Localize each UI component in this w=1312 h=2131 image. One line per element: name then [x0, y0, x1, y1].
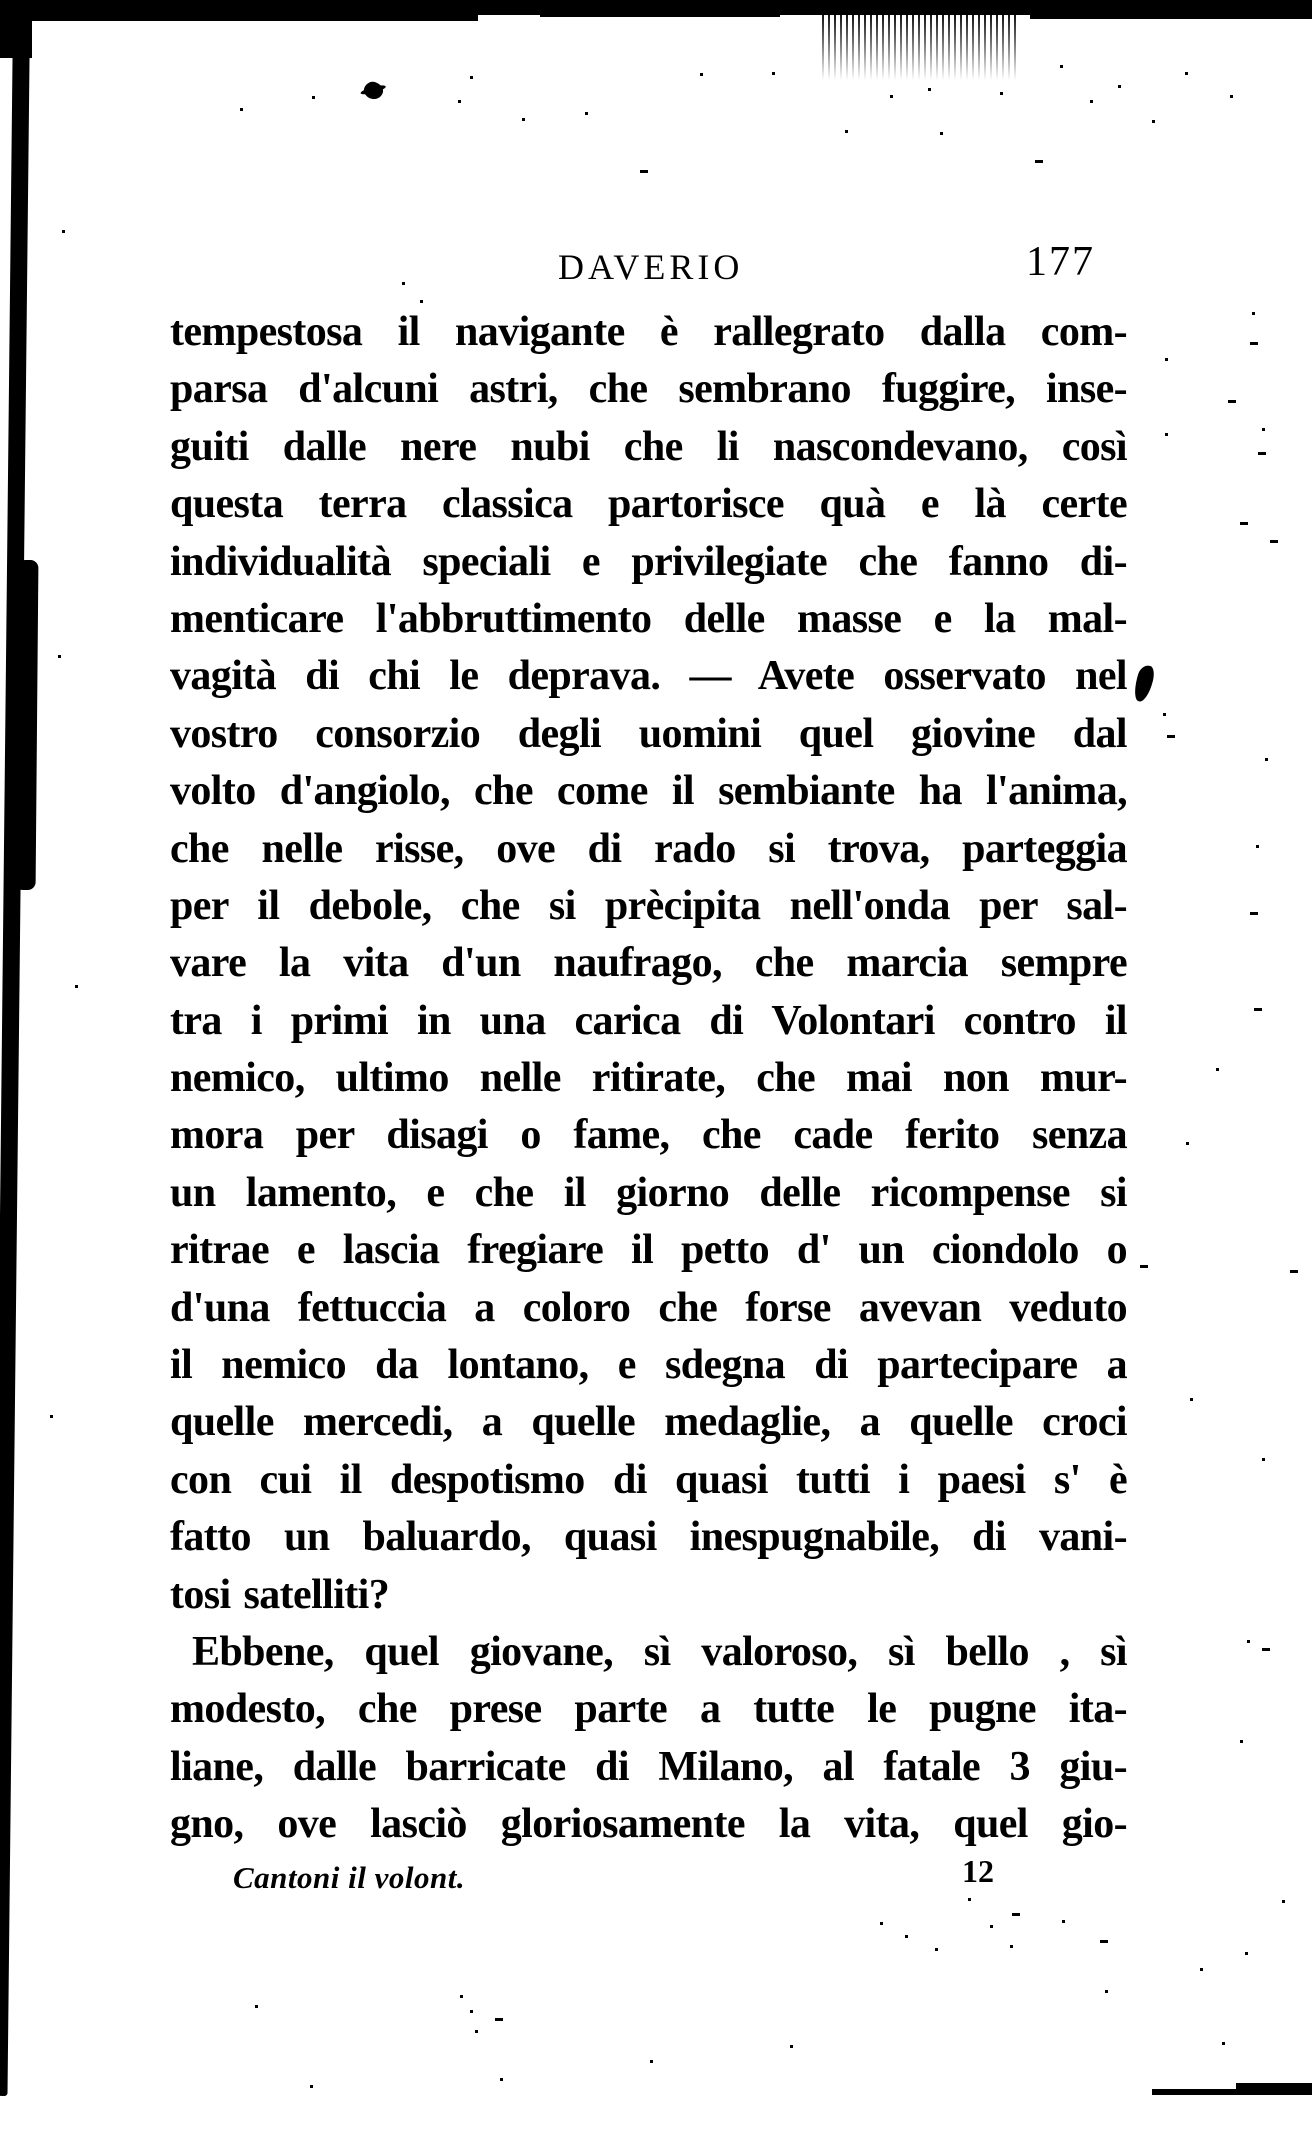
text-line: volto d'angiolo, che come il sembiante ha l'anima,: [170, 768, 1127, 815]
text-line: mora per disagi o fame, che cade ferito senza: [170, 1112, 1127, 1159]
text-line: d'una fettuccia a coloro che forse avevan veduto: [170, 1284, 1127, 1331]
text-line: parsa d'alcuni astri, che sembrano fuggire, inse-: [170, 366, 1127, 413]
sheet-number: 12: [962, 1853, 994, 1889]
body-text-block: [170, 304, 1127, 1854]
text-line: tra i primi in una carica di Volontari contro il: [170, 997, 1127, 1044]
ink-blot-right-margin: [1132, 664, 1156, 704]
text-line: vagità di chi le deprava. — Avete osservato nel: [170, 653, 1127, 700]
text-line: menticare l'abbruttimento delle masse e la mal-: [170, 595, 1127, 642]
text-line-paragraph-start: Ebbene, quel giovane, sì valoroso, sì bello , sì: [192, 1628, 1127, 1675]
page-number: 177: [1026, 239, 1095, 285]
text-line: tempestosa il navigante è rallegrato dalla com-: [170, 309, 1127, 355]
scan-smudge-top-right: [822, 13, 1020, 95]
text-line: modesto, che prese parte a tutte le pugne ita-: [170, 1686, 1127, 1733]
text-line: il nemico da lontano, e sdegna di partecipare a: [170, 1342, 1127, 1389]
text-line: gno, ove lasciò gloriosamente la vita, quel gio-: [170, 1801, 1127, 1848]
scan-bottom-right-edge-2: [1236, 2083, 1312, 2090]
text-line: per il debole, che si prècipita nell'onda per sal-: [170, 882, 1127, 929]
text-line: che nelle risse, ove di rado si trova, parteggia: [170, 825, 1127, 872]
scan-top-edge-ragged-mid: [540, 0, 780, 17]
text-line: tosi satelliti?: [170, 1571, 390, 1618]
scan-top-edge-ragged-left: [0, 0, 478, 21]
text-line: vostro consorzio degli uomini quel giovine dal: [170, 710, 1127, 757]
ink-dash-specks: [0, 0, 8, 3]
scan-gutter-bulge: [15, 560, 39, 890]
text-line: questa terra classica partorisce quà e là certe: [170, 481, 1127, 528]
text-line: quelle mercedi, a quelle medaglie, a quelle croci: [170, 1399, 1127, 1446]
text-line: guiti dalle nere nubi che li nascondevano, così: [170, 423, 1127, 470]
text-line: liane, dalle barricate di Milano, al fatale 3 giu-: [170, 1743, 1127, 1790]
text-line: con cui il despotismo di quasi tutti i paesi s' è: [170, 1456, 1127, 1503]
scan-top-edge-step: [760, 0, 900, 12]
ink-splatter-mark: [362, 79, 386, 101]
text-line: nemico, ultimo nelle ritirate, che mai non mur-: [170, 1055, 1127, 1102]
text-line: un lamento, e che il giorno delle ricompense si: [170, 1169, 1127, 1216]
text-line: ritrae e lascia fregiare il petto d' un ciondolo o: [170, 1227, 1127, 1274]
running-header-title: DAVERIO: [558, 247, 744, 287]
scan-top-edge-ragged-right: [1030, 0, 1312, 19]
text-line: vare la vita d'un naufrago, che marcia sempre: [170, 940, 1127, 987]
text-line: fatto un baluardo, quasi inespugnabile, di vani-: [170, 1514, 1127, 1561]
catchword-signature: Cantoni il volont.: [233, 1860, 466, 1895]
text-line: individualità speciali e privilegiate che fanno di-: [170, 538, 1127, 585]
scan-gutter-bar: [0, 14, 30, 2096]
